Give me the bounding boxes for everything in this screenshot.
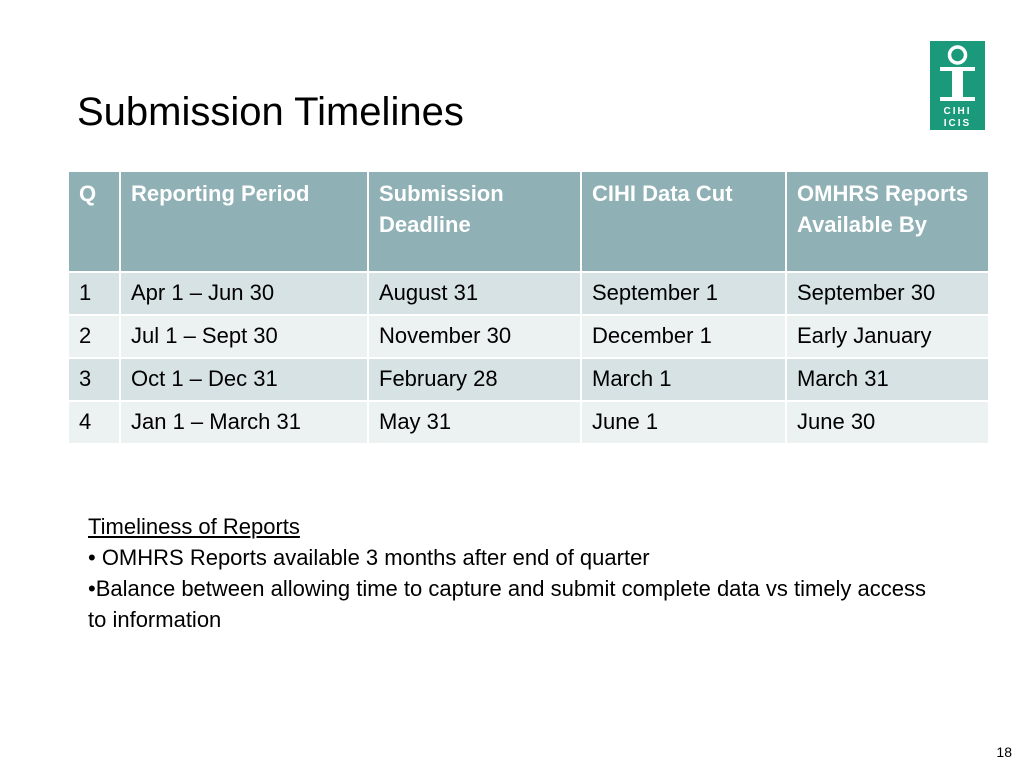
header-cihi-data-cut: CIHI Data Cut <box>581 171 786 272</box>
cell-reporting-period: Oct 1 – Dec 31 <box>120 358 368 401</box>
cell-cihi-data-cut: September 1 <box>581 272 786 315</box>
cell-reporting-period: Apr 1 – Jun 30 <box>120 272 368 315</box>
slide-title: Submission Timelines <box>77 90 464 134</box>
cell-submission-deadline: November 30 <box>368 315 581 358</box>
table-row <box>68 315 989 358</box>
cell-q: 3 <box>68 358 120 401</box>
table-header-row <box>68 171 989 272</box>
cell-q: 2 <box>68 315 120 358</box>
cell-cihi-data-cut: March 1 <box>581 358 786 401</box>
cell-cihi-data-cut: June 1 <box>581 401 786 444</box>
cell-reports-available: June 30 <box>786 401 989 444</box>
header-submission-deadline: Submission Deadline <box>368 171 581 272</box>
page-number: 18 <box>996 744 1012 760</box>
table-row <box>68 401 989 444</box>
cell-reporting-period: Jan 1 – March 31 <box>120 401 368 444</box>
cell-q: 1 <box>68 272 120 315</box>
notes-section <box>88 511 928 635</box>
cell-submission-deadline: August 31 <box>368 272 581 315</box>
cell-reports-available: Early January <box>786 315 989 358</box>
cell-reports-available: March 31 <box>786 358 989 401</box>
submission-timeline-table <box>67 170 990 445</box>
cihi-logo-icon <box>930 41 985 130</box>
table-row <box>68 272 989 315</box>
logo-text-icis: ICIS <box>943 118 972 129</box>
notes-heading: Timeliness of Reports <box>88 514 300 539</box>
cell-submission-deadline: February 28 <box>368 358 581 401</box>
header-reporting-period: Reporting Period <box>120 171 368 272</box>
header-q: Q <box>68 171 120 272</box>
notes-bullet: •Balance between allowing time to capture and submit complete data vs timely access to information <box>88 576 927 632</box>
notes-bullet: • OMHRS Reports available 3 months after end of quarter <box>88 545 650 570</box>
cell-submission-deadline: May 31 <box>368 401 581 444</box>
cihi-icis-logo <box>930 41 985 130</box>
cell-reporting-period: Jul 1 – Sept 30 <box>120 315 368 358</box>
header-omhrs-reports-available: OMHRS Reports Available By <box>786 171 989 272</box>
logo-text-cihi: CIHI <box>943 106 972 117</box>
table-row <box>68 358 989 401</box>
cell-cihi-data-cut: December 1 <box>581 315 786 358</box>
cell-q: 4 <box>68 401 120 444</box>
cell-reports-available: September 30 <box>786 272 989 315</box>
